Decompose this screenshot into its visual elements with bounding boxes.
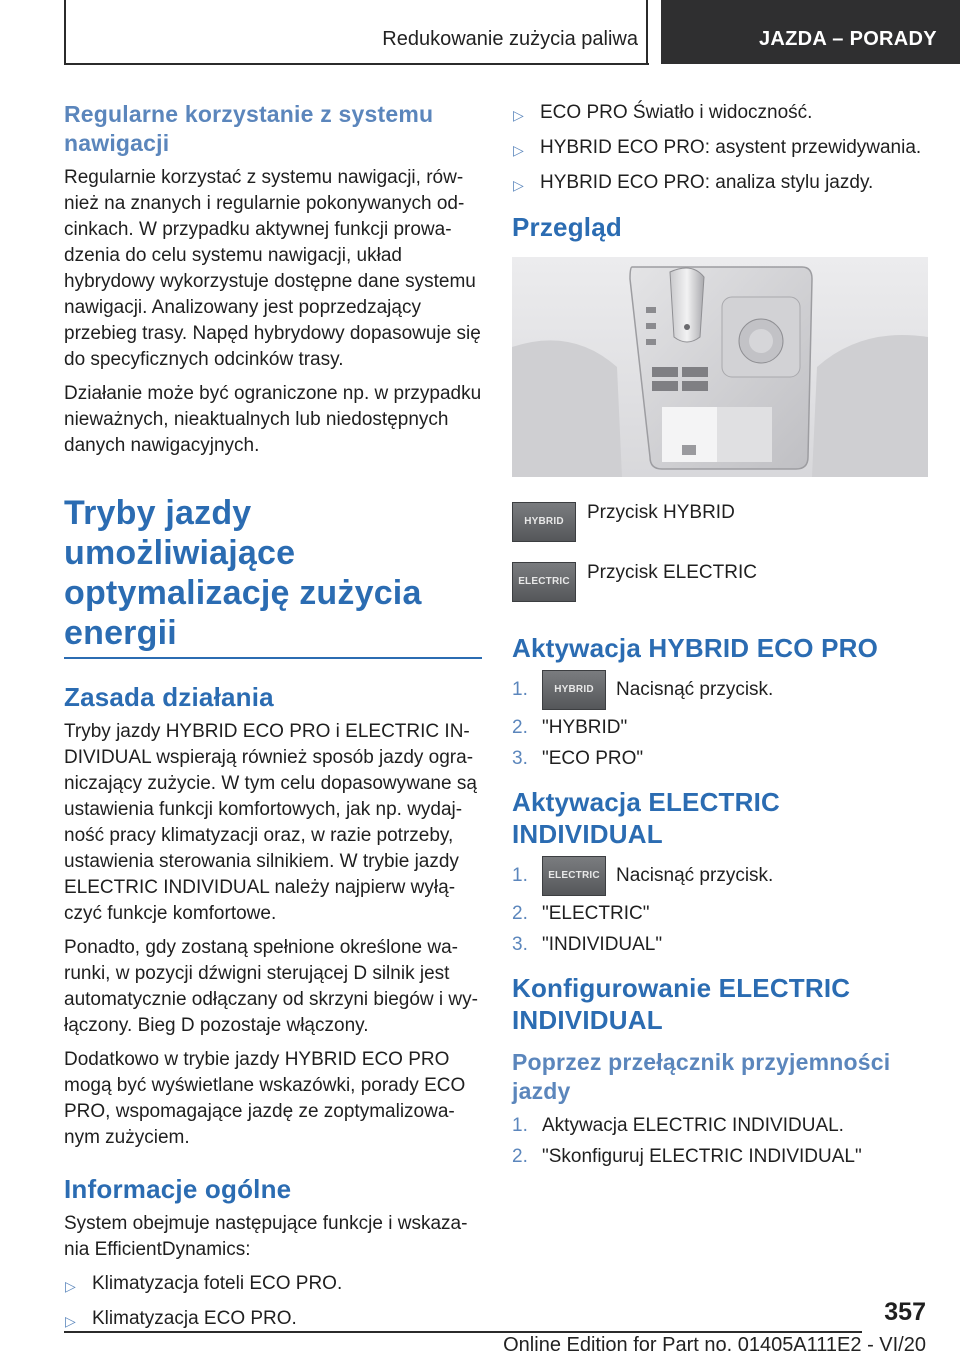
list-item-text: HYBRID ECO PRO: asystent przewidywania. <box>540 137 922 158</box>
list-item <box>512 746 932 772</box>
configure-steps <box>512 1113 932 1170</box>
triangle-right-icon: ▷ <box>65 1278 76 1294</box>
list-item <box>512 670 932 710</box>
step-number: 3. <box>512 934 528 955</box>
list-item <box>512 100 932 126</box>
navigation-paragraph-2: Działanie może być ograniczone np. w przypadku nieważnych, nieaktualnych lub niedostępnych danych nawigacyjnych. <box>64 383 482 456</box>
header-divider-left <box>64 0 66 64</box>
hybrid-button-image: HYBRID <box>542 670 606 710</box>
triangle-right-icon: ▷ <box>65 1313 76 1329</box>
chapter-title: JAZDA – PORADY <box>759 28 937 50</box>
step-text: "ELECTRIC" <box>542 903 650 924</box>
hybrid-activation-heading: Aktywacja HYBRID ECO PRO <box>512 633 879 663</box>
hybrid-activation-steps <box>512 670 932 772</box>
step-number: 1. <box>512 865 528 886</box>
step-number: 2. <box>512 717 528 738</box>
step-text: "HYBRID" <box>542 717 628 738</box>
header-divider-middle <box>646 0 648 64</box>
step-number: 2. <box>512 1146 528 1167</box>
legend-hybrid <box>512 502 932 542</box>
list-item-text: Klimatyzacja foteli ECO PRO. <box>92 1273 343 1294</box>
running-header-section: Redukowanie zużycia paliwa <box>382 28 638 50</box>
triangle-right-icon: ▷ <box>513 142 524 158</box>
list-item <box>512 1144 932 1170</box>
list-item <box>512 901 932 927</box>
list-item-text: Klimatyzacja ECO PRO. <box>92 1308 297 1329</box>
list-item <box>512 856 932 896</box>
section-title-rule <box>64 657 482 659</box>
principle-paragraph-1: Tryby jazdy HYBRID ECO PRO i ELECTRIC INDIVIDUAL wspierają również sposób jazdy ograniczający zużycie. W tym celu dopasowywane są ustawienia funkcji komfortowych, jak np. wydajność pracy klimatyzacji oraz, w razie potrzeby, ustawienia sterowania silnikiem. W trybie jazdy ELECTRIC INDIVIDUAL należy najpierw wyłączyć funkcje komfortowe. <box>64 721 477 924</box>
electric-button-image: ELECTRIC <box>512 562 576 602</box>
page-number: 357 <box>884 1298 926 1326</box>
list-item-text: ECO PRO Światło i widoczność. <box>540 102 813 123</box>
center-console-photo <box>512 257 928 477</box>
electric-activation-heading: Aktywacja ELECTRIC INDIVIDUAL <box>512 787 781 849</box>
legend-label: Przycisk ELECTRIC <box>587 562 757 583</box>
step-number: 1. <box>512 1115 528 1136</box>
functions-list-continued <box>512 100 932 196</box>
step-number: 2. <box>512 903 528 924</box>
footer-edition: Online Edition for Part no. 01405A111E2 - VI/20 <box>503 1334 926 1356</box>
navigation-heading: Regularne korzystanie z systemu nawigacji <box>64 101 434 156</box>
list-item <box>64 1271 482 1297</box>
step-text: "Skonfiguruj ELECTRIC INDIVIDUAL" <box>542 1146 862 1167</box>
hybrid-button-image: HYBRID <box>512 502 576 542</box>
triangle-right-icon: ▷ <box>513 107 524 123</box>
step-text: Aktywacja ELECTRIC INDIVIDUAL. <box>542 1115 844 1136</box>
list-item <box>512 135 932 161</box>
step-text: Nacisnąć przycisk. <box>616 679 774 700</box>
running-header-chapter-tab <box>661 0 960 64</box>
configure-electric-heading: Konfigurowanie ELECTRIC INDIVIDUAL <box>512 973 851 1035</box>
general-info-paragraph: System obejmuje następujące funkcje i wskazania EfficientDynamics: <box>64 1213 468 1260</box>
section-title-driving-modes: Tryby jazdy umożliwiające optymalizację zużycia energii <box>64 494 422 652</box>
electric-activation-steps <box>512 856 932 958</box>
overview-heading: Przegląd <box>512 212 622 242</box>
step-number: 3. <box>512 748 528 769</box>
header-underline <box>64 63 649 65</box>
step-text: "INDIVIDUAL" <box>542 934 663 955</box>
triangle-right-icon: ▷ <box>513 177 524 193</box>
driving-experience-switch-heading: Poprzez przełącznik przyjemności jazdy <box>512 1049 891 1104</box>
list-item <box>64 1306 482 1332</box>
navigation-paragraph-1: Regularnie korzystać z systemu nawigacji, również na znanych i regularnie pokonywanych odcinkach. W przypadku aktywnej funkcji prowadzenia do celu systemu nawigacji, układ hybrydowy wykorzystuje dostępne dane systemu nawigacji. Analizowany jest poprzedzający przebieg trasy. Napęd hybrydowy dopasowuje się do specyficznych odcinków trasy. <box>64 167 481 370</box>
electric-button-image: ELECTRIC <box>542 856 606 896</box>
right-column <box>512 100 932 1180</box>
principle-paragraph-2: Ponadto, gdy zostaną spełnione określone warunki, w pozycji dźwigni sterującej D silnik jest automatycznie odłączany od skrzyni biegów i wyłączony. Bieg D pozostaje włączony. <box>64 937 478 1036</box>
list-item-text: HYBRID ECO PRO: analiza stylu jazdy. <box>540 172 874 193</box>
list-item <box>512 170 932 196</box>
list-item <box>512 932 932 958</box>
step-text: "ECO PRO" <box>542 748 644 769</box>
footer-rule <box>64 1331 862 1333</box>
list-item <box>512 1113 932 1139</box>
step-text: Nacisnąć przycisk. <box>616 865 774 886</box>
principle-heading: Zasada działania <box>64 682 274 712</box>
list-item <box>512 715 932 741</box>
step-number: 1. <box>512 679 528 700</box>
principle-paragraph-3: Dodatkowo w trybie jazdy HYBRID ECO PRO mogą być wyświetlane wskazówki, porady ECO PRO, wspomagające jazdę ze zoptymalizowanym zużyciem. <box>64 1049 466 1148</box>
general-info-list <box>64 1271 482 1332</box>
legend-label: Przycisk HYBRID <box>587 502 735 523</box>
legend-electric <box>512 562 932 602</box>
left-column <box>64 100 482 1341</box>
general-info-heading: Informacje ogólne <box>64 1174 292 1204</box>
